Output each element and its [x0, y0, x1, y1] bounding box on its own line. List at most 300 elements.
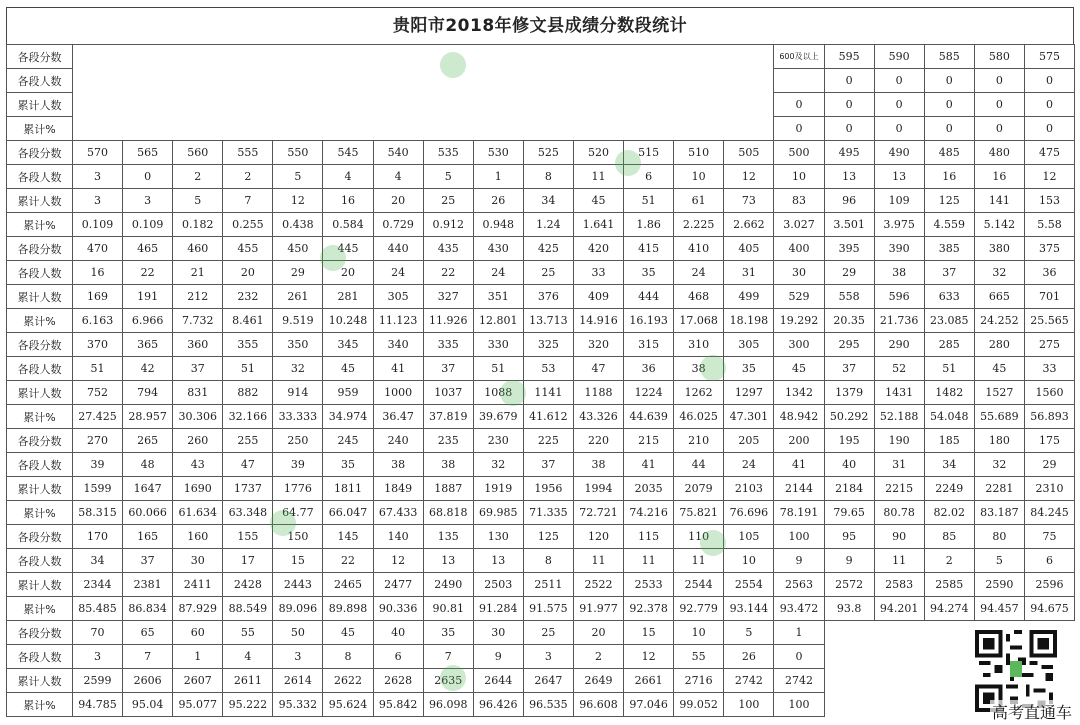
table-cell: 13 — [423, 549, 473, 573]
table-cell: 82.02 — [924, 501, 974, 525]
table-cell: 11.926 — [423, 309, 473, 333]
table-cell: 5.58 — [1024, 213, 1074, 237]
table-cell: 105 — [724, 525, 774, 549]
table-cell: 1647 — [123, 477, 173, 501]
table-cell: 2465 — [323, 573, 373, 597]
row-label-pct: 累计% — [7, 693, 73, 717]
table-cell: 29 — [273, 261, 323, 285]
table-cell: 30 — [473, 621, 523, 645]
row-label-cum: 累计人数 — [7, 93, 73, 117]
table-cell: 570 — [73, 141, 123, 165]
table-cell: 6.966 — [123, 309, 173, 333]
table-cell: 0 — [774, 117, 824, 141]
row-label-score: 各段分数 — [7, 333, 73, 357]
table-cell: 11 — [573, 549, 623, 573]
table-cell: 1 — [774, 621, 824, 645]
table-cell: 89.898 — [323, 597, 373, 621]
table-cell: 94.785 — [73, 693, 123, 717]
table-cell: 5 — [273, 165, 323, 189]
cumulative-percent-row — [7, 213, 1075, 237]
table-cell: 75 — [1024, 525, 1074, 549]
table-cell: 38 — [373, 453, 423, 477]
table-cell: 28.957 — [123, 405, 173, 429]
table-cell: 2 — [223, 165, 273, 189]
table-cell: 0.729 — [373, 213, 423, 237]
table-cell: 545 — [323, 141, 373, 165]
table-cell: 96.535 — [523, 693, 573, 717]
table-cell: 10 — [674, 165, 724, 189]
table-cell: 25 — [523, 261, 573, 285]
table-cell: 2611 — [223, 669, 273, 693]
table-cell: 12 — [373, 549, 423, 573]
row-label-cum: 累计人数 — [7, 669, 73, 693]
table-cell: 305 — [724, 333, 774, 357]
table-cell: 12 — [624, 645, 674, 669]
table-cell: 22 — [423, 261, 473, 285]
table-cell: 1.24 — [523, 213, 573, 237]
row-label-count: 各段人数 — [7, 453, 73, 477]
table-cell: 240 — [373, 429, 423, 453]
table-cell: 0.182 — [173, 213, 223, 237]
table-cell: 300 — [774, 333, 824, 357]
table-cell: 2103 — [724, 477, 774, 501]
table-cell: 16 — [924, 165, 974, 189]
table-cell: 180 — [974, 429, 1024, 453]
table-cell: 16 — [73, 261, 123, 285]
table-cell: 281 — [323, 285, 373, 309]
score-row — [7, 525, 1075, 549]
table-cell: 2411 — [173, 573, 223, 597]
table-cell: 34 — [73, 549, 123, 573]
table-cell: 230 — [473, 429, 523, 453]
table-cell: 1.641 — [573, 213, 623, 237]
table-cell: 400 — [774, 237, 824, 261]
table-cell: 90.81 — [423, 597, 473, 621]
count-row — [7, 261, 1075, 285]
table-cell: 1379 — [824, 381, 874, 405]
table-cell: 351 — [473, 285, 523, 309]
table-cell: 63.348 — [223, 501, 273, 525]
table-cell: 47 — [573, 357, 623, 381]
table-cell: 92.779 — [674, 597, 724, 621]
table-cell: 68.818 — [423, 501, 473, 525]
row-label-score: 各段分数 — [7, 141, 73, 165]
table-cell: 51 — [223, 357, 273, 381]
table-cell: 100 — [774, 693, 824, 717]
table-cell: 37 — [123, 549, 173, 573]
table-cell: 752 — [73, 381, 123, 405]
table-cell: 585 — [924, 45, 974, 69]
table-cell: 0 — [874, 117, 924, 141]
table-cell: 2628 — [373, 669, 423, 693]
table-cell: 4 — [373, 165, 423, 189]
table-cell: 3 — [73, 165, 123, 189]
table-cell: 1431 — [874, 381, 924, 405]
table-cell: 47 — [223, 453, 273, 477]
table-cell: 212 — [173, 285, 223, 309]
table-cell: 7 — [423, 645, 473, 669]
table-cell: 96.098 — [423, 693, 473, 717]
row-label-cum: 累计人数 — [7, 381, 73, 405]
table-cell: 499 — [724, 285, 774, 309]
table-cell: 2503 — [473, 573, 523, 597]
table-cell: 37 — [423, 357, 473, 381]
table-cell: 83.187 — [974, 501, 1024, 525]
table-cell: 61.634 — [173, 501, 223, 525]
table-cell: 409 — [573, 285, 623, 309]
table-cell: 31 — [724, 261, 774, 285]
page-title: 贵阳市2018年修文县成绩分数段统计 — [6, 7, 1074, 44]
row-label-count: 各段人数 — [7, 165, 73, 189]
table-cell: 0 — [874, 93, 924, 117]
table-cell: 43 — [173, 453, 223, 477]
table-cell: 32 — [273, 357, 323, 381]
table-cell: 37 — [824, 357, 874, 381]
table-cell: 95.04 — [123, 693, 173, 717]
table-cell: 37.819 — [423, 405, 473, 429]
table-cell: 405 — [724, 237, 774, 261]
table-cell: 4 — [223, 645, 273, 669]
table-cell: 52 — [874, 357, 924, 381]
table-cell: 20 — [373, 189, 423, 213]
table-cell: 2599 — [73, 669, 123, 693]
table-cell: 8 — [523, 549, 573, 573]
table-cell: 327 — [423, 285, 473, 309]
table-cell: 56.893 — [1024, 405, 1074, 429]
table-cell: 440 — [373, 237, 423, 261]
table-cell: 100 — [774, 525, 824, 549]
score-row — [7, 621, 1075, 645]
table-cell: 1088 — [473, 381, 523, 405]
table-cell: 140 — [373, 525, 423, 549]
table-cell: 60.066 — [123, 501, 173, 525]
table-cell: 11 — [624, 549, 674, 573]
table-cell: 175 — [1024, 429, 1074, 453]
table-cell: 1 — [173, 645, 223, 669]
table-cell: 155 — [223, 525, 273, 549]
score-row — [7, 141, 1075, 165]
table-cell: 6 — [624, 165, 674, 189]
table-cell: 96.426 — [473, 693, 523, 717]
table-cell: 51 — [73, 357, 123, 381]
table-cell: 93.144 — [724, 597, 774, 621]
table-cell: 595 — [824, 45, 874, 69]
table-cell: 95.842 — [373, 693, 423, 717]
table-cell: 0.438 — [273, 213, 323, 237]
table-cell: 205 — [724, 429, 774, 453]
row-label-score: 各段分数 — [7, 45, 73, 69]
table-cell: 355 — [223, 333, 273, 357]
cumulative-count-row — [7, 189, 1075, 213]
score-table — [6, 44, 1075, 717]
table-cell: 5 — [974, 549, 1024, 573]
table-cell: 265 — [123, 429, 173, 453]
table-cell: 225 — [523, 429, 573, 453]
cumulative-percent-row — [7, 597, 1075, 621]
row-label-count: 各段人数 — [7, 549, 73, 573]
table-cell: 200 — [774, 429, 824, 453]
table-cell: 2742 — [774, 669, 824, 693]
table-cell: 78.191 — [774, 501, 824, 525]
table-cell: 460 — [173, 237, 223, 261]
table-cell: 16.193 — [624, 309, 674, 333]
table-cell: 44.639 — [624, 405, 674, 429]
table-cell: 550 — [273, 141, 323, 165]
table-cell: 0 — [774, 93, 824, 117]
table-cell: 10 — [724, 549, 774, 573]
table-cell: 95.222 — [223, 693, 273, 717]
table-cell: 2544 — [674, 573, 724, 597]
row-label-cum: 累计人数 — [7, 477, 73, 501]
table-cell: 1342 — [774, 381, 824, 405]
table-cell: 2585 — [924, 573, 974, 597]
table-cell: 665 — [974, 285, 1024, 309]
table-cell: 17.068 — [674, 309, 724, 333]
table-cell: 45 — [573, 189, 623, 213]
table-cell: 32 — [974, 261, 1024, 285]
table-cell: 125 — [924, 189, 974, 213]
table-cell: 505 — [724, 141, 774, 165]
table-cell: 80.78 — [874, 501, 924, 525]
table-cell: 12 — [724, 165, 774, 189]
table-cell: 600及以上 — [774, 45, 824, 69]
table-cell: 2522 — [573, 573, 623, 597]
table-cell: 3 — [73, 645, 123, 669]
count-row — [7, 453, 1075, 477]
table-cell: 16 — [974, 165, 1024, 189]
table-cell: 2644 — [473, 669, 523, 693]
table-cell: 11 — [674, 549, 724, 573]
table-cell: 380 — [974, 237, 1024, 261]
table-cell: 420 — [573, 237, 623, 261]
table-cell: 45 — [323, 621, 373, 645]
table-cell: 575 — [1024, 45, 1074, 69]
table-cell: 490 — [874, 141, 924, 165]
table-cell: 141 — [974, 189, 1024, 213]
table-cell: 215 — [624, 429, 674, 453]
table-cell: 93.8 — [824, 597, 874, 621]
table-cell: 153 — [1024, 189, 1074, 213]
table-cell: 633 — [924, 285, 974, 309]
table-cell: 67.433 — [373, 501, 423, 525]
table-cell: 350 — [273, 333, 323, 357]
table-cell: 2563 — [774, 573, 824, 597]
table-cell: 232 — [223, 285, 273, 309]
table-cell: 30 — [173, 549, 223, 573]
table-cell: 2635 — [423, 669, 473, 693]
table-cell: 97.046 — [624, 693, 674, 717]
table-cell: 220 — [573, 429, 623, 453]
table-cell: 1737 — [223, 477, 273, 501]
table-cell: 0 — [874, 69, 924, 93]
table-cell: 0 — [824, 93, 874, 117]
table-cell: 48.942 — [774, 405, 824, 429]
table-cell: 470 — [73, 237, 123, 261]
top-score-row — [7, 45, 1075, 69]
table-cell: 60 — [173, 621, 223, 645]
row-label-cum: 累计人数 — [7, 573, 73, 597]
table-cell: 0.584 — [323, 213, 373, 237]
table-cell: 33 — [1024, 357, 1074, 381]
table-cell: 210 — [674, 429, 724, 453]
table-cell: 52.188 — [874, 405, 924, 429]
table-cell: 25 — [523, 621, 573, 645]
cumulative-count-row — [7, 381, 1075, 405]
table-cell: 2144 — [774, 477, 824, 501]
table-cell: 305 — [373, 285, 423, 309]
table-cell: 86.834 — [123, 597, 173, 621]
table-cell: 540 — [373, 141, 423, 165]
table-cell: 85 — [924, 525, 974, 549]
table-cell: 51 — [924, 357, 974, 381]
table-cell: 38 — [423, 453, 473, 477]
table-cell: 3.975 — [874, 213, 924, 237]
table-cell: 1599 — [73, 477, 123, 501]
table-cell: 8 — [323, 645, 373, 669]
table-cell: 35 — [724, 357, 774, 381]
table-cell: 1690 — [173, 477, 223, 501]
table-cell: 33.333 — [273, 405, 323, 429]
table-cell: 50 — [273, 621, 323, 645]
table-cell: 10 — [674, 621, 724, 645]
table-cell: 90.336 — [373, 597, 423, 621]
count-row — [7, 549, 1075, 573]
table-cell: 325 — [523, 333, 573, 357]
table-cell: 0.912 — [423, 213, 473, 237]
table-cell: 69.985 — [473, 501, 523, 525]
table-cell: 455 — [223, 237, 273, 261]
table-cell: 58.315 — [73, 501, 123, 525]
table-cell: 76.696 — [724, 501, 774, 525]
table-cell: 83 — [774, 189, 824, 213]
row-label-count: 各段人数 — [7, 645, 73, 669]
table-cell: 54.048 — [924, 405, 974, 429]
table-cell: 1776 — [273, 477, 323, 501]
table-cell: 51 — [624, 189, 674, 213]
row-label-pct: 累计% — [7, 501, 73, 525]
table-cell: 590 — [874, 45, 924, 69]
table-cell: 39.679 — [473, 405, 523, 429]
table-cell: 340 — [373, 333, 423, 357]
table-cell: 2661 — [624, 669, 674, 693]
table-cell: 41 — [774, 453, 824, 477]
table-cell: 73 — [724, 189, 774, 213]
table-cell: 275 — [1024, 333, 1074, 357]
table-cell: 10.248 — [323, 309, 373, 333]
table-cell: 2079 — [674, 477, 724, 501]
table-cell: 914 — [273, 381, 323, 405]
table-cell — [774, 69, 824, 93]
table-cell: 558 — [824, 285, 874, 309]
table-cell: 55.689 — [974, 405, 1024, 429]
table-cell: 255 — [223, 429, 273, 453]
table-cell: 0.109 — [123, 213, 173, 237]
table-cell: 0 — [123, 165, 173, 189]
table-cell: 95.332 — [273, 693, 323, 717]
table-cell: 2572 — [824, 573, 874, 597]
table-cell: 280 — [974, 333, 1024, 357]
table-cell: 36.47 — [373, 405, 423, 429]
row-label-count: 各段人数 — [7, 357, 73, 381]
table-cell: 0.109 — [73, 213, 123, 237]
table-cell: 65 — [123, 621, 173, 645]
table-cell: 335 — [423, 333, 473, 357]
table-cell: 0 — [974, 117, 1024, 141]
table-cell: 500 — [774, 141, 824, 165]
table-cell: 47.301 — [724, 405, 774, 429]
table-cell: 415 — [624, 237, 674, 261]
table-cell: 2249 — [924, 477, 974, 501]
table-cell: 91.977 — [573, 597, 623, 621]
table-cell: 395 — [824, 237, 874, 261]
table-cell: 93.472 — [774, 597, 824, 621]
brand-watermark-text: 高考直通车 — [990, 700, 1074, 723]
table-cell: 20 — [573, 621, 623, 645]
table-cell: 0 — [924, 93, 974, 117]
table-cell: 25 — [423, 189, 473, 213]
count-row — [7, 165, 1075, 189]
row-label-score: 各段分数 — [7, 525, 73, 549]
table-cell: 185 — [924, 429, 974, 453]
table-cell: 1849 — [373, 477, 423, 501]
table-cell: 882 — [223, 381, 273, 405]
score-row — [7, 237, 1075, 261]
table-cell: 0 — [974, 69, 1024, 93]
table-cell: 37 — [173, 357, 223, 381]
table-cell: 0 — [924, 69, 974, 93]
table-cell: 14.916 — [573, 309, 623, 333]
table-cell: 24 — [724, 453, 774, 477]
score-row — [7, 429, 1075, 453]
table-cell: 9.519 — [273, 309, 323, 333]
table-cell: 21.736 — [874, 309, 924, 333]
table-cell: 145 — [323, 525, 373, 549]
table-cell: 53 — [523, 357, 573, 381]
table-cell: 2215 — [874, 477, 924, 501]
row-label-pct: 累计% — [7, 213, 73, 237]
table-cell: 2490 — [423, 573, 473, 597]
table-cell: 70 — [73, 621, 123, 645]
table-cell: 32 — [974, 453, 1024, 477]
table-cell: 120 — [573, 525, 623, 549]
table-cell: 3.027 — [774, 213, 824, 237]
table-cell: 530 — [473, 141, 523, 165]
row-label-pct: 累计% — [7, 117, 73, 141]
table-cell: 9 — [824, 549, 874, 573]
table-cell: 5.142 — [974, 213, 1024, 237]
table-cell: 46.025 — [674, 405, 724, 429]
table-cell: 1224 — [624, 381, 674, 405]
row-label-cum: 累计人数 — [7, 189, 73, 213]
table-cell: 1 — [473, 165, 523, 189]
table-cell: 1560 — [1024, 381, 1074, 405]
table-cell: 45 — [974, 357, 1024, 381]
table-cell: 85.485 — [73, 597, 123, 621]
table-cell: 5 — [423, 165, 473, 189]
table-cell: 375 — [1024, 237, 1074, 261]
table-cell: 24 — [373, 261, 423, 285]
table-cell: 74.216 — [624, 501, 674, 525]
table-cell: 0 — [774, 645, 824, 669]
table-cell: 510 — [674, 141, 724, 165]
table-cell: 260 — [173, 429, 223, 453]
table-cell: 55 — [223, 621, 273, 645]
table-cell: 125 — [523, 525, 573, 549]
score-row — [7, 333, 1075, 357]
table-cell: 115 — [624, 525, 674, 549]
table-cell: 485 — [924, 141, 974, 165]
table-cell: 831 — [173, 381, 223, 405]
